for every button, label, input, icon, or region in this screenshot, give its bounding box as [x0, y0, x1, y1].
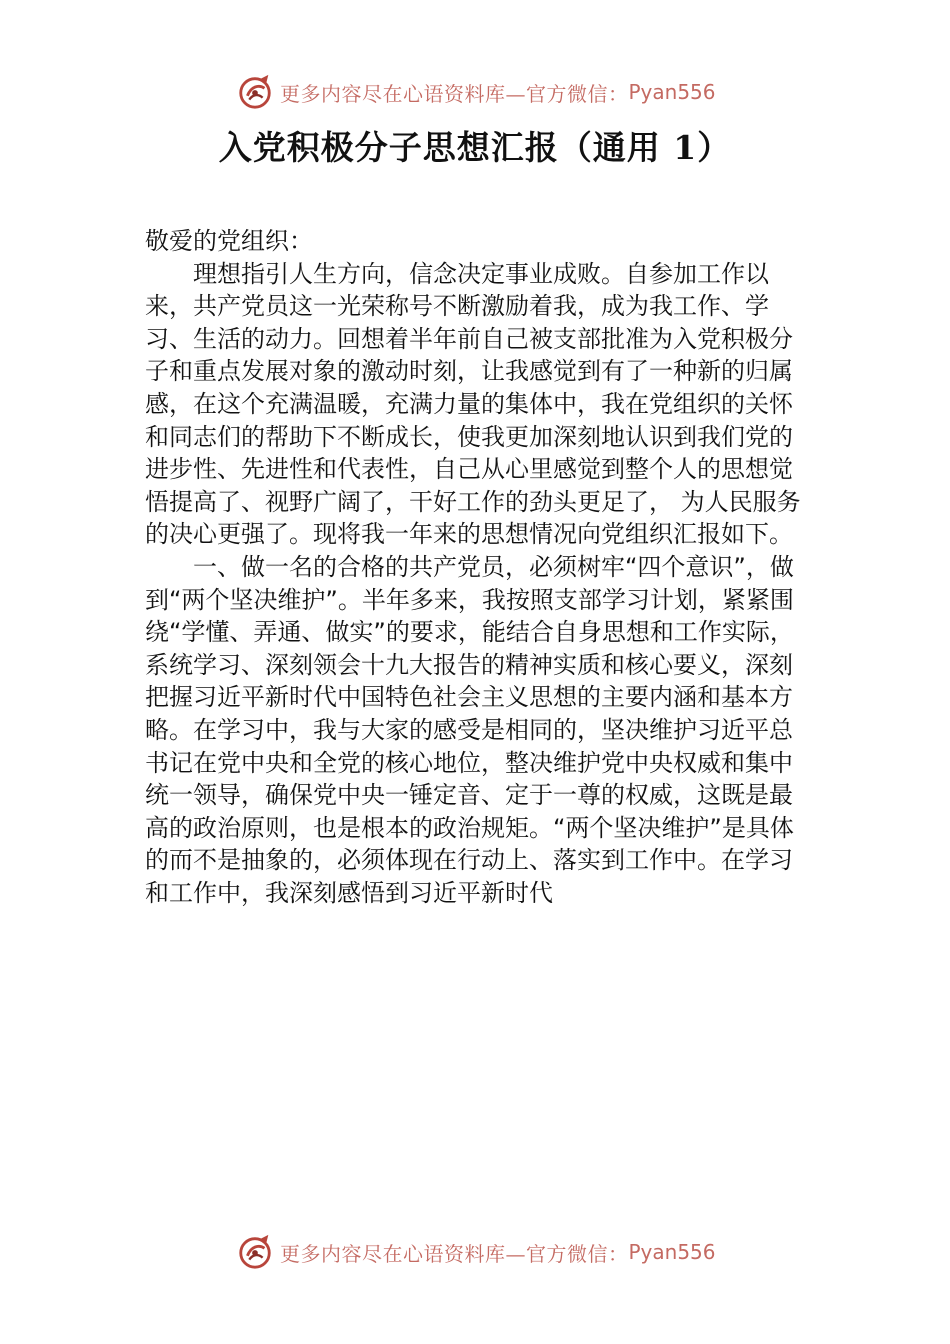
header-watermark: [236, 72, 716, 112]
brand-logo-icon: [236, 73, 274, 111]
watermark-wechat-id: Pyan556: [628, 1240, 716, 1264]
paragraph: 理想指引人生方向，信念决定事业成败。自参加工作以来，共产党员这一光荣称号不断激励着我，成为我工作、学习、生活的动力。回想着半年前自己被支部批准为入党积极分子和重点发展对象的激动时刻，让我感觉到有了一种新的归属感，在这个充满温暖，充满力量的集体中，我在党组织的关怀和同志们的帮助下不断成长，使我更加深刻地认识到我们党的进步性、先进性和代表性，自己从心里感觉到整个人的思想觉悟提高了、视野广阔了，干好工作的劲头更足了， 为人民服务的决心更强了。现将我一年来的思想情况向党组织汇报如下。: [145, 259, 801, 549]
document-title: 入党积极分子思想汇报（通用 1）: [218, 128, 732, 167]
watermark-text: 更多内容尽在心语资料库—官方微信：: [280, 81, 629, 106]
salutation: 敬爱的党组织：: [145, 227, 313, 255]
footer-watermark: [236, 1232, 716, 1272]
watermark-text: 更多内容尽在心语资料库—官方微信：: [280, 1241, 629, 1266]
document-body: [145, 225, 815, 909]
brand-logo-icon: [236, 1233, 274, 1271]
paragraph: 一、做一名的合格的共产党员，必须树牢“四个意识”，做到“两个坚决维护”。半年多来，我按照支部学习计划，紧紧围绕“学懂、弄通、做实”的要求，能结合自身思想和工作实际，系统学习、深刻领会十九大报告的精神实质和核心要义，深刻把握习近平新时代中国特色社会主义思想的主要内涵和基本方略。在学习中，我与大家的感受是相同的，坚决维护习近平总书记在党中央和全党的核心地位，整决维护党中央权威和集中统一领导，确保党中央一锤定音、定于一尊的权威，这既是最高的政治原则，也是根本的政治规矩。“两个坚决维护”是具体的而不是抽象的，必须体现在行动上、落实到工作中。在学习和工作中，我深刻感悟到习近平新时代: [145, 552, 794, 907]
watermark-wechat-id: Pyan556: [628, 80, 716, 104]
